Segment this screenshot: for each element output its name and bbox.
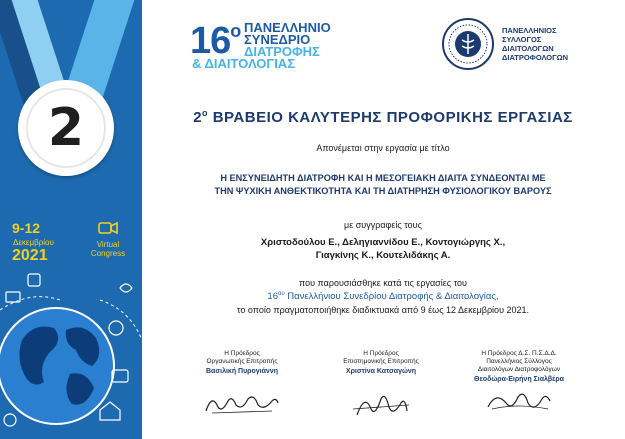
signature-block-association [454, 350, 584, 415]
handwritten-signature [484, 389, 554, 415]
globe-illustration [0, 270, 142, 439]
work-title-line: Η ΕΝΣΥΝΕΙΔΗΤΗ ΔΙΑΤΡΟΦΗ ΚΑΙ Η ΜΕΣΟΓΕΙΑΚΗ ΔΙΑΙΤΑ ΣΥΝΔΕΟΝΤΑΙ ΜΕ [220, 173, 546, 183]
logo-line-2: ΣΥΝΕΔΡΙΟ [244, 32, 311, 47]
work-title-line: ΤΗΝ ΨΥΧΙΚΗ ΑΝΘΕΚΤΙΚΟΤΗΤΑ ΚΑΙ ΤΗ ΔΙΑΤΗΡΗΣΗ ΦΥΣΙΟΛΟΓΙΚΟΥ ΒΑΡΟΥΣ [214, 186, 552, 196]
work-title [148, 172, 618, 198]
signature-role: Η Πρόεδρος [224, 350, 260, 357]
left-panel [0, 0, 142, 439]
handwritten-signature [351, 389, 411, 421]
logo-line-3: ΔΙΑΤΡΟΦΗΣ [244, 44, 320, 59]
held-text: το οποίο πραγματοποιήθηκε διαδικτυακά από 9 έως 12 Δεκεμβρίου 2021. [236, 305, 530, 315]
virtual-congress-label [82, 240, 134, 258]
medal [18, 80, 114, 176]
date-range: 9-12 [12, 220, 41, 236]
signatory-name: Χριστίνα Κατσαγώνη [345, 368, 417, 375]
award-place: 2 [193, 109, 203, 126]
signature-block-organizing [177, 350, 307, 417]
signature-role: Διαιτολόγων Διατροφολόγων [477, 366, 561, 373]
signature-block-scientific [316, 350, 446, 421]
signature-role: Επιστημονικής Επιτροπής [343, 358, 419, 365]
association-name [502, 26, 568, 62]
congress-number: 16 [267, 291, 278, 303]
congress-name-text: Πανελλήνιου Συνεδρίου Διατροφής & Διαιτολογίας, [287, 291, 499, 303]
award-title-text: ΒΡΑΒΕΙΟ ΚΑΛΥΤΕΡΗΣ ΠΡΟΦΟΡΙΚΗΣ ΕΡΓΑΣΙΑΣ [212, 109, 573, 126]
award-title [148, 108, 618, 126]
signatory-name: Θεοδώρα-Ειρήνη Σιαλβέρα [474, 376, 564, 383]
org-line: ΣΥΛΛΟΓΟΣ [502, 35, 542, 44]
signatory-name: Βασιλική Πυρογιάννη [206, 368, 278, 375]
association-seal-logo [442, 18, 494, 70]
intro-text: Απονέμεται στην εργασία με τίτλο [316, 143, 450, 153]
congress-label: Congress [90, 249, 126, 258]
org-line: ΔΙΑΙΤΟΛΟΓΩΝ [502, 44, 554, 53]
logo-number: 16 [190, 20, 231, 62]
org-line: ΠΑΝΕΛΛΗΝΙΟΣ [502, 26, 557, 35]
medal-number: 2 [47, 98, 85, 158]
org-line: ΔΙΑΤΡΟΦΟΛΟΓΩΝ [502, 53, 569, 62]
authors-line: Γιαγκίνης Κ., Κουτελιδάκης Α. [315, 250, 451, 261]
authors [148, 236, 618, 262]
logo-superscript: ο [230, 21, 241, 41]
congress-dates [12, 218, 132, 266]
signature-role: Η Πρόεδρος Δ.Σ. Π.Σ.Δ.Δ. [481, 350, 557, 357]
handwritten-signature [202, 389, 282, 417]
authors-line: Χριστοδούλου Ε., Δεληγιαννίδου Ε., Κοντογιώργης Χ., [260, 237, 506, 248]
logo-line-1: ΠΑΝΕΛΛΗΝΙΟ [244, 20, 331, 35]
congress-sup: ου [278, 291, 285, 297]
award-place-sup: ο [202, 108, 209, 118]
virtual-label: Virtual [96, 240, 120, 249]
date-month: Δεκεμβρίου [13, 238, 54, 247]
congress-name [148, 291, 618, 302]
signature-role: Πανελλήνιος Σύλλογος [486, 358, 552, 365]
date-year: 2021 [12, 247, 48, 264]
signature-role: Οργανωτικής Επιτροπής [206, 358, 278, 365]
presented-text: που παρουσιάσθηκε κατά τις εργασίες του [299, 278, 467, 288]
camera-icon [98, 220, 118, 236]
signature-role: Η Πρόεδρος [363, 350, 399, 357]
authors-intro: με συγγραφείς τους [344, 220, 422, 230]
logo-line-4: & ΔΙΑΙΤΟΛΟΓΙΑΣ [192, 56, 295, 71]
